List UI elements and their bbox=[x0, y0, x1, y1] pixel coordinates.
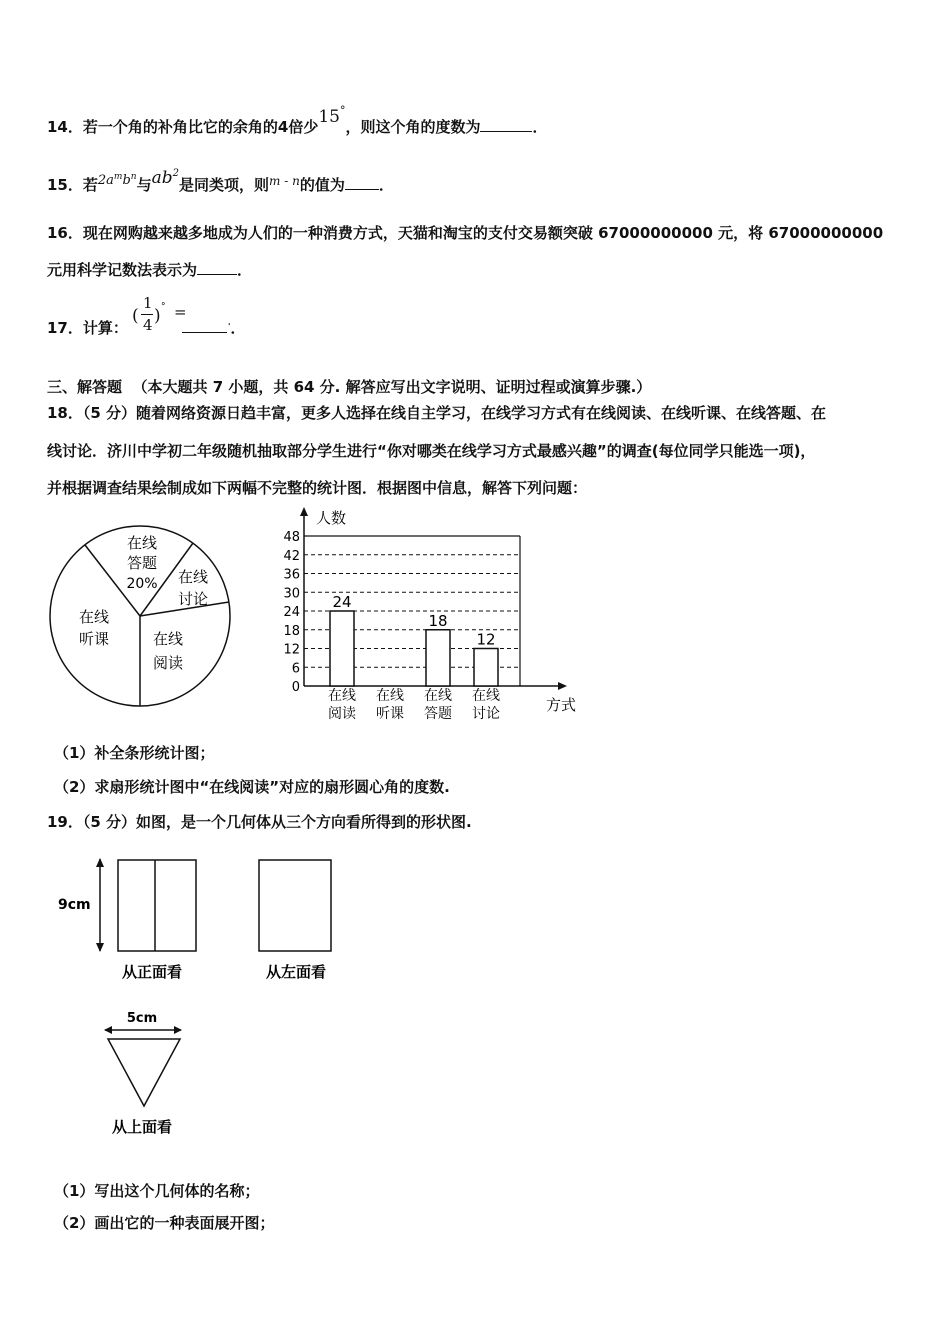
y-tick-label: 30 bbox=[283, 586, 300, 602]
question-18-sub1: （1）补全条形统计图； bbox=[54, 744, 215, 762]
question-number: 17． bbox=[47, 319, 83, 337]
pie-label-read: 在线 bbox=[152, 630, 184, 648]
front-view-label: 从正面看 bbox=[121, 963, 183, 981]
left-view bbox=[250, 855, 350, 985]
bar bbox=[474, 649, 498, 687]
left-rect bbox=[259, 860, 331, 951]
pie-label-discuss: 讨论 bbox=[177, 590, 209, 608]
answer-blank bbox=[182, 332, 227, 333]
section-3-heading bbox=[47, 376, 651, 397]
bar-value-label: 24 bbox=[332, 593, 352, 611]
question-number: 15． bbox=[47, 176, 83, 194]
x-tick-label: 阅读 bbox=[328, 706, 356, 722]
bar-chart bbox=[270, 505, 590, 730]
question-text: ，则这个角的度数为 bbox=[345, 118, 481, 136]
x-tick-label: 答题 bbox=[424, 706, 452, 722]
pie-label-discuss: 在线 bbox=[177, 568, 209, 586]
left-view-label: 从左面看 bbox=[265, 963, 327, 981]
question-14: 14．若一个角的补角比它的余角的4倍少15°，则这个角的度数为 ． bbox=[47, 104, 548, 136]
top-view-label: 从上面看 bbox=[111, 1118, 173, 1136]
y-tick-label: 42 bbox=[283, 548, 300, 564]
answer-blank bbox=[197, 260, 237, 275]
top-triangle bbox=[108, 1039, 180, 1106]
question-text: 现在网购越来越多地成为人们的一种消费方式，天猫和淘宝的支付交易额突破 67000000000 元，将 67000000000 bbox=[82, 224, 884, 242]
question-18-line1: 18．（5 分）随着网络资源日趋丰富，更多人选择在线自主学习，在线学习方式有在线阅读、在线听课、在线答题、在 bbox=[47, 404, 827, 422]
pie-label-answer-percent: 20% bbox=[126, 576, 158, 592]
front-view bbox=[55, 855, 205, 985]
x-axis-arrow bbox=[558, 682, 567, 690]
question-text: 元用科学记数法表示为 bbox=[47, 261, 198, 279]
answer-blank bbox=[345, 175, 379, 190]
y-tick-label: 0 bbox=[291, 680, 300, 695]
pie-label-read: 阅读 bbox=[152, 654, 184, 672]
question-16-line2: 元用科学记数法表示为 ． bbox=[47, 261, 253, 279]
question-text: 若一个角的补角比它的余角的4倍少 bbox=[82, 118, 319, 136]
fraction-denominator: 4 bbox=[143, 316, 153, 334]
x-tick-label: 在线 bbox=[328, 688, 356, 704]
answer-blank bbox=[480, 117, 532, 132]
x-tick-label: 在线 bbox=[472, 688, 500, 704]
pie-label-listen: 听课 bbox=[78, 630, 110, 648]
question-19-sub1: （1）写出这个几何体的名称； bbox=[54, 1182, 260, 1200]
section-title: 三、解答题 bbox=[47, 378, 123, 396]
pie-label-answer: 在线 bbox=[126, 534, 158, 552]
y-tick-label: 24 bbox=[283, 605, 300, 620]
question-19-sub2: （2）画出它的一种表面展开图； bbox=[54, 1214, 275, 1232]
section-note: （本大题共 7 小题，共 64 分. 解答应写出文字说明、证明过程或演算步骤.） bbox=[132, 378, 652, 396]
question-19: 19．（5 分）如图，是一个几何体从三个方向看所得到的形状图. bbox=[47, 813, 472, 831]
question-number: 16． bbox=[47, 224, 83, 242]
pie-chart bbox=[40, 520, 240, 720]
question-number: 14． bbox=[47, 118, 83, 136]
front-rect bbox=[118, 860, 196, 951]
pie-label-answer: 答题 bbox=[126, 554, 158, 572]
y-tick-label: 48 bbox=[283, 530, 300, 545]
top-view bbox=[95, 1005, 205, 1140]
question-18-sub2: （2）求扇形统计图中“在线阅读”对应的扇形圆心角的度数. bbox=[54, 778, 450, 796]
question-15: 15．若$2a^mb^n$与$ab^2$是同类项，则$^{m - n}$的值为 ． bbox=[47, 168, 394, 194]
bar bbox=[330, 611, 354, 686]
x-tick-label: 在线 bbox=[376, 688, 404, 704]
question-17: 17．计算： bbox=[47, 319, 128, 337]
x-tick-label: 在线 bbox=[424, 688, 452, 704]
fraction-bar bbox=[141, 314, 153, 315]
bar-value-label: 12 bbox=[476, 630, 496, 649]
bar bbox=[426, 630, 450, 686]
dimension-arrowhead bbox=[96, 858, 104, 867]
top-dimension-label: 5cm bbox=[126, 1011, 158, 1026]
fraction-expression: ( 1 4 ) ° = bbox=[132, 294, 187, 334]
y-axis-arrow bbox=[300, 507, 308, 516]
dimension-arrowhead bbox=[104, 1026, 112, 1034]
question-18-line2: 线讨论．济川中学初二年级随机抽取部分学生进行“你对哪类在线学习方式最感兴趣”的调查(每位同学只能选一项)， bbox=[47, 442, 816, 460]
y-tick-label: 12 bbox=[283, 642, 300, 658]
question-18-line3: 并根据调查结果绘制成如下两幅不完整的统计图．根据图中信息，解答下列问题： bbox=[47, 479, 588, 497]
fraction-numerator: 1 bbox=[143, 294, 153, 312]
y-tick-label: 6 bbox=[291, 661, 300, 677]
y-axis-label: 人数 bbox=[316, 509, 347, 527]
x-tick-label: 讨论 bbox=[472, 706, 500, 722]
term-2ambn: $2a^mb^n$ bbox=[97, 172, 137, 188]
x-axis-label: 方式 bbox=[546, 696, 577, 714]
question-16-line1 bbox=[47, 222, 883, 243]
q17-end: '． bbox=[228, 319, 246, 337]
bar-value-label: 18 bbox=[428, 611, 448, 630]
front-dimension-label: 9cm bbox=[58, 897, 91, 913]
pie-label-listen: 在线 bbox=[78, 608, 110, 626]
x-tick-label: 听课 bbox=[376, 706, 404, 722]
expr-m-n: m - n bbox=[269, 174, 300, 188]
math-15: 15° bbox=[318, 104, 346, 127]
y-tick-label: 18 bbox=[283, 623, 300, 639]
dimension-arrowhead bbox=[174, 1026, 182, 1034]
dimension-arrowhead bbox=[96, 943, 104, 952]
term-ab2: $ab^2$ bbox=[151, 168, 180, 188]
y-tick-label: 36 bbox=[283, 567, 300, 583]
